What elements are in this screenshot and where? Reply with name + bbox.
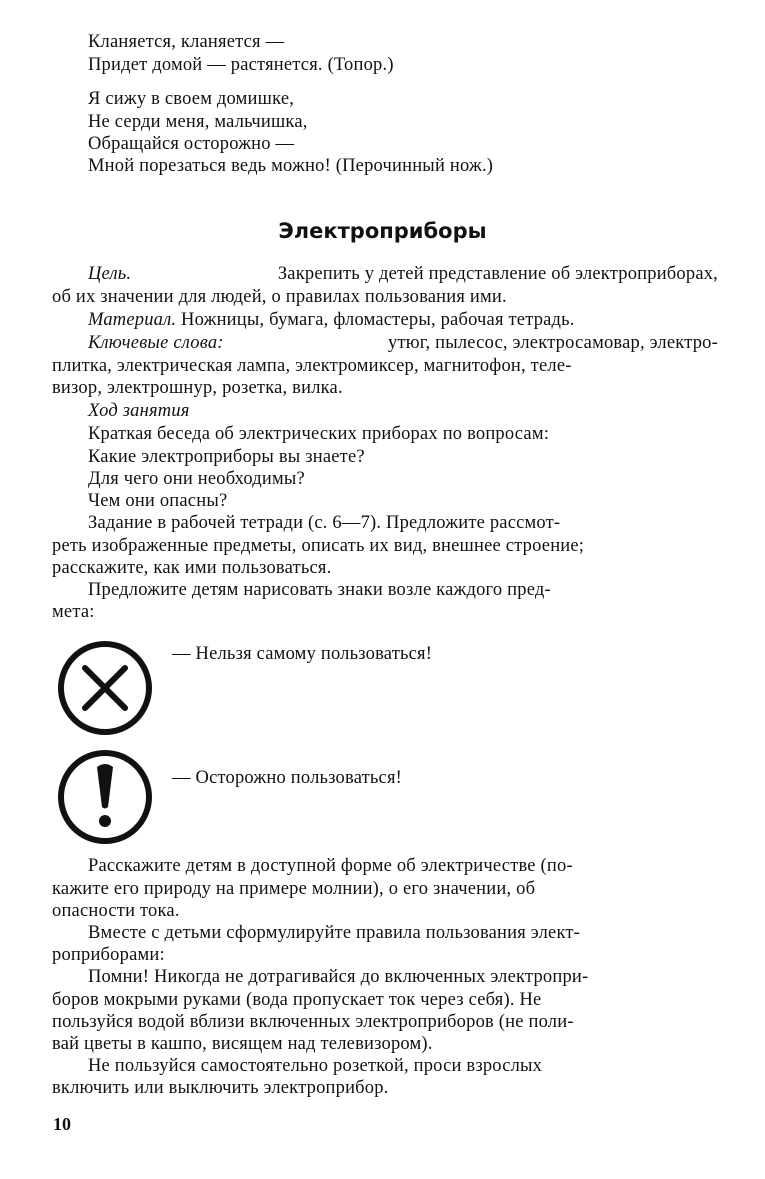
electricity-line-2: кажите его природу на примере молнии), о его значении, об bbox=[52, 879, 536, 899]
electricity-line-1: Расскажите детям в доступной форме об электричестве (по- bbox=[88, 856, 573, 876]
rule1-line-3: пользуйся водой вблизи включенных электроприборов (не поли- bbox=[52, 1012, 574, 1032]
rule2-line-1: Не пользуйся самостоятельно розеткой, проси взрослых bbox=[88, 1056, 543, 1076]
goal-line-1 bbox=[88, 263, 718, 285]
rule1-line-4: вай цветы в кашпо, висящем над телевизором). bbox=[52, 1034, 433, 1054]
goal-line-2: об их значении для людей, о правилах пользования ими. bbox=[52, 287, 507, 307]
question-item: Какие электроприборы вы знаете? bbox=[88, 447, 365, 467]
riddle-line: Не серди меня, мальчишка, bbox=[88, 112, 308, 132]
rule2-line-2: включить или выключить электроприбор. bbox=[52, 1078, 389, 1098]
draw-signs-line-2: мета: bbox=[52, 602, 95, 622]
page-number: 10 bbox=[53, 1114, 71, 1134]
cross-in-circle-icon bbox=[55, 638, 155, 738]
keywords-line-2: плитка, электрическая лампа, электромиксер, магнитофон, теле- bbox=[52, 356, 572, 376]
riddle-line: Я сижу в своем домишке, bbox=[88, 89, 295, 109]
exclamation-in-circle-icon bbox=[55, 747, 155, 847]
material-label: Материал. bbox=[88, 310, 177, 330]
rule1-line-2: боров мокрыми руками (вода пропускает ток через себя). Не bbox=[52, 990, 542, 1010]
lesson-heading: Ход занятия bbox=[88, 401, 190, 421]
riddle-line: Обращайся осторожно — bbox=[88, 134, 295, 154]
goal-text: Закрепить у детей представление об электроприборах, bbox=[277, 264, 718, 284]
keywords-line-1 bbox=[88, 332, 718, 354]
riddle-line: Придет домой — растянется. (Топор.) bbox=[88, 55, 394, 75]
material-line bbox=[88, 309, 575, 331]
riddle-line: Кланяется, кланяется — bbox=[88, 32, 285, 52]
rule1-line-1: Помни! Никогда не дотрагивайся до включенных электропри- bbox=[88, 967, 589, 987]
conversation-line: Краткая беседа об электрических приборах по вопросам: bbox=[88, 424, 550, 444]
rules-intro-line-1: Вместе с детьми сформулируйте правила пользования элект- bbox=[88, 923, 581, 943]
keywords-line-3: визор, электрошнур, розетка, вилка. bbox=[52, 378, 343, 398]
task-line-3: расскажите, как ими пользоваться. bbox=[52, 558, 332, 578]
section-title: Электроприборы bbox=[278, 219, 487, 243]
keywords-text: утюг, пылесос, электросамовар, электро- bbox=[388, 333, 718, 353]
sign-caption-careful: — Осторожно пользоваться! bbox=[172, 768, 403, 788]
task-line-1: Задание в рабочей тетради (с. 6—7). Предложите рассмот- bbox=[88, 513, 561, 533]
keywords-label: Ключевые слова: bbox=[88, 333, 224, 353]
question-item: Для чего они необходимы? bbox=[88, 469, 305, 489]
electricity-line-3: опасности тока. bbox=[52, 901, 180, 921]
rules-intro-line-2: роприборами: bbox=[52, 945, 165, 965]
task-line-2: реть изображенные предметы, описать их вид, внешнее строение; bbox=[52, 536, 585, 556]
material-text: Ножницы, бумага, фломастеры, рабочая тетрадь. bbox=[181, 310, 575, 330]
sign-caption-forbidden: — Нельзя самому пользоваться! bbox=[172, 644, 433, 664]
question-item: Чем они опасны? bbox=[88, 491, 228, 511]
draw-signs-line-1: Предложите детям нарисовать знаки возле каждого пред- bbox=[88, 580, 551, 600]
riddle-line: Мной порезаться ведь можно! (Перочинный нож.) bbox=[88, 156, 494, 176]
goal-label: Цель. bbox=[88, 264, 132, 284]
